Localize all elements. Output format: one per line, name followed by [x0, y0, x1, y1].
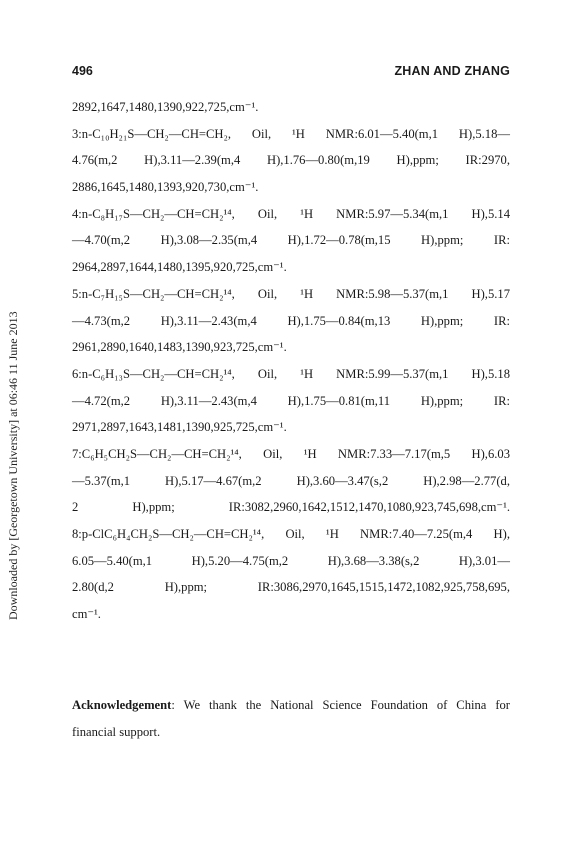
- acknowledgement-label: Acknowledgement: [72, 698, 172, 712]
- running-head-title: ZHAN AND ZHANG: [394, 64, 510, 78]
- text-line: —5.37(m,1 H),5.17—4.67(m,2 H),3.60—3.47(s,2 H),2.98—2.77(d,: [72, 473, 510, 488]
- text-line: 3:n-C₁₀H₂₁S—CH₂—CH=CH₂, Oil, ¹H NMR:6.01—5.40(m,1 H),5.18—: [72, 126, 510, 141]
- acknowledgement-line: financial support.: [72, 725, 161, 739]
- running-header: [72, 64, 510, 82]
- text-line: cm⁻¹.: [72, 607, 101, 622]
- text-line: —4.73(m,2 H),3.11—2.43(m,4 H),1.75—0.84(m,13 H),ppm; IR:: [72, 313, 510, 328]
- download-watermark-text: Downloaded by [Georgetown University] at 06:46 11 June 2013: [6, 311, 20, 620]
- text-line: 2961,2890,1640,1483,1390,923,725,cm⁻¹.: [72, 340, 287, 355]
- page-number: 496: [72, 64, 93, 78]
- text-line: 2886,1645,1480,1393,920,730,cm⁻¹.: [72, 180, 259, 195]
- download-watermark: [6, 248, 30, 620]
- text-line: —4.70(m,2 H),3.08—2.35(m,4 H),1.72—0.78(m,15 H),ppm; IR:: [72, 233, 510, 248]
- text-line: 6.05—5.40(m,1 H),5.20—4.75(m,2 H),3.68—3.38(s,2 H),3.01—: [72, 553, 510, 568]
- text-line: 7:C₆H₅CH₂S—CH₂—CH=CH₂¹⁴, Oil, ¹H NMR:7.33—7.17(m,5 H),6.03: [72, 446, 510, 461]
- acknowledgement-section: [72, 692, 510, 746]
- text-line: 8:p-ClC₆H₄CH₂S—CH₂—CH=CH₂¹⁴, Oil, ¹H NMR:7.40—7.25(m,4 H),: [72, 527, 510, 541]
- acknowledgement-separator: :: [171, 698, 175, 712]
- text-line: 2.80(d,2 H),ppm; IR:3086,2970,1645,1515,1472,1082,925,758,695,: [72, 580, 510, 595]
- text-line: 4.76(m,2 H),3.11—2.39(m,4 H),1.76—0.80(m,19 H),ppm; IR:2970,: [72, 153, 510, 168]
- compound-data-text: [72, 94, 510, 628]
- text-line: 6:n-C₆H₁₃S—CH₂—CH=CH₂¹⁴, Oil, ¹H NMR:5.99—5.37(m,1 H),5.18: [72, 366, 510, 381]
- acknowledgement-line: [72, 692, 510, 719]
- text-line: 2 H),ppm; IR:3082,2960,1642,1512,1470,1080,923,745,698,cm⁻¹.: [72, 500, 510, 515]
- text-line: 2892,1647,1480,1390,922,725,cm⁻¹.: [72, 100, 259, 114]
- text-line: 4:n-C₈H₁₇S—CH₂—CH=CH₂¹⁴, Oil, ¹H NMR:5.97—5.34(m,1 H),5.14: [72, 206, 510, 221]
- text-line: 2971,2897,1643,1481,1390,925,725,cm⁻¹.: [72, 420, 287, 435]
- text-line: 5:n-C₇H₁₅S—CH₂—CH=CH₂¹⁴, Oil, ¹H NMR:5.98—5.37(m,1 H),5.17: [72, 286, 510, 301]
- text-line: —4.72(m,2 H),3.11—2.43(m,4 H),1.75—0.81(m,11 H),ppm; IR:: [72, 393, 510, 408]
- acknowledgement-text: We thank the National Science Foundation of China for: [183, 698, 510, 712]
- text-line: 2964,2897,1644,1480,1395,920,725,cm⁻¹.: [72, 260, 287, 275]
